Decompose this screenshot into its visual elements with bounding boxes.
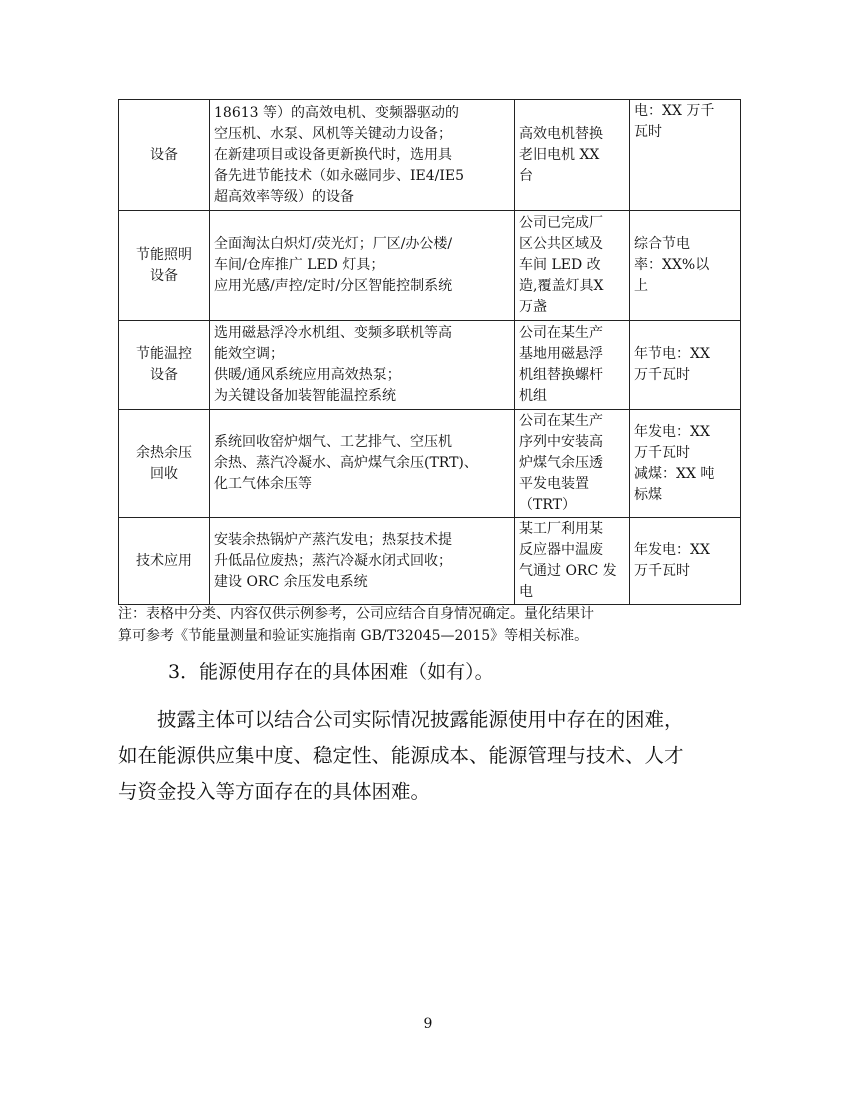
category-cell: 设备: [119, 100, 210, 211]
content-cell: 安装余热锅炉产蒸汽发电；热泵技术提 升低品位废热；蒸汽冷凝水闭式回收； 建设 ORC 余压发电系统: [210, 518, 515, 605]
result-cell: 年发电：XX 万千瓦时: [630, 518, 741, 605]
category-cell: 节能照明 设备: [119, 211, 210, 321]
case-cell: 高效电机替换 老旧电机 XX 台: [515, 100, 630, 211]
table-row: [119, 100, 741, 211]
table-row: [119, 518, 741, 605]
table-row: [119, 321, 741, 410]
table-note: 注：表格中分类、内容仅供示例参考，公司应结合自身情况确定。量化结果计 算可参考《节能量测量和验证实施指南 GB/T32045—2015》等相关标准。: [118, 606, 594, 644]
table-row: [119, 410, 741, 518]
case-cell: 公司已完成厂 区公共区域及 车间 LED 改 造,覆盖灯具X 万盏: [515, 211, 630, 321]
case-cell: 公司在某生产 基地用磁悬浮 机组替换螺杆 机组: [515, 321, 630, 410]
category-cell: 节能温控 设备: [119, 321, 210, 410]
category-cell: 技术应用: [119, 518, 210, 605]
result-cell: 年发电：XX 万千瓦时 减煤：XX 吨 标煤: [630, 410, 741, 518]
page-number: 9: [423, 1016, 433, 1032]
content-cell: 系统回收窑炉烟气、工艺排气、空压机 余热、蒸汽冷凝水、高炉煤气余压(TRT)、 化工气体余压等: [210, 410, 515, 518]
table-row: [119, 211, 741, 321]
case-cell: 某工厂利用某 反应器中温废 气通过 ORC 发 电: [515, 518, 630, 605]
category-cell: 余热余压 回收: [119, 410, 210, 518]
result-cell: 年节电：XX 万千瓦时: [630, 321, 741, 410]
result-cell: 电：XX 万千 瓦时: [630, 100, 741, 211]
content-cell: 18613 等）的高效电机、变频器驱动的 空压机、水泵、风机等关键动力设备； 在新建项目或设备更新换代时，选用具 备先进节能技术（如永磁同步、IE4/IE5 超高效率等级）的设备: [210, 100, 515, 211]
content-cell: 全面淘汰白炽灯/荧光灯；厂区/办公楼/ 车间/仓库推广 LED 灯具； 应用光感/声控/定时/分区智能控制系统: [210, 211, 515, 321]
case-cell: 公司在某生产 序列中安装高 炉煤气余压透 平发电装置 （TRT）: [515, 410, 630, 518]
body-paragraph: 披露主体可以结合公司实际情况披露能源使用中存在的困难， 如在能源供应集中度、稳定性、能源成本、能源管理与技术、人才 与资金投入等方面存在的具体困难。: [118, 708, 684, 803]
section-heading: 3．能源使用存在的具体困难（如有）。: [168, 661, 494, 683]
energy-measures-table: [118, 99, 741, 605]
result-cell: 综合节电 率：XX%以 上: [630, 211, 741, 321]
content-cell: 选用磁悬浮冷水机组、变频多联机等高 能效空调； 供暖/通风系统应用高效热泵； 为关键设备加装智能温控系统: [210, 321, 515, 410]
